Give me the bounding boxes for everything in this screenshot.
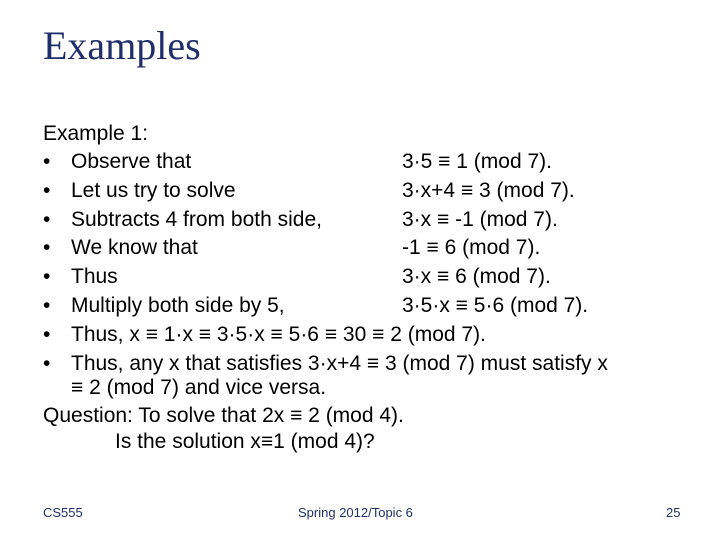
question-followup: Is the solution x≡1 (mod 4)? (115, 430, 375, 453)
bullet-expression: 3·5·x ≡ 5·6 (mod 7). (402, 294, 589, 317)
bullet-marker: • (43, 236, 51, 259)
bullet-marker: • (43, 352, 51, 375)
bullet-expression: 3·5 ≡ 1 (mod 7). (402, 150, 552, 173)
bullet-expression: -1 ≡ 6 (mod 7). (402, 236, 541, 259)
bullet-expression: 3·x ≡ 6 (mod 7). (402, 265, 551, 288)
bullet-expression: 3·x+4 ≡ 3 (mod 7). (402, 179, 575, 202)
example-heading: Example 1: (43, 122, 149, 145)
bullet-marker: • (43, 150, 51, 173)
bullet-marker: • (43, 323, 51, 346)
bullet-text: Thus (71, 265, 118, 288)
bullet-continuation: ≡ 2 (mod 7) and vice versa. (71, 376, 327, 399)
bullet-expression: 3·x ≡ -1 (mod 7). (402, 208, 558, 231)
bullet-text: Thus, x ≡ 1·x ≡ 3·5·x ≡ 5·6 ≡ 30 ≡ 2 (mod 7). (71, 323, 486, 346)
slide-title: Examples (43, 23, 201, 68)
bullet-marker: • (43, 208, 51, 231)
bullet-marker: • (43, 294, 51, 317)
bullet-text: Subtracts 4 from both side, (71, 208, 322, 231)
bullet-marker: • (43, 265, 51, 288)
footer-course: CS555 (43, 505, 83, 520)
bullet-text: Observe that (71, 150, 192, 173)
bullet-marker: • (43, 179, 51, 202)
bullet-text: Let us try to solve (71, 179, 236, 202)
bullet-text: We know that (71, 236, 198, 259)
footer-topic: Spring 2012/Topic 6 (298, 505, 413, 520)
page-number: 25 (666, 505, 681, 520)
bullet-text: Multiply both side by 5, (71, 294, 285, 317)
bullet-text: Thus, any x that satisfies 3·x+4 ≡ 3 (mod 7) must satisfy x (71, 352, 608, 375)
question-text: Question: To solve that 2x ≡ 2 (mod 4). (43, 404, 404, 427)
